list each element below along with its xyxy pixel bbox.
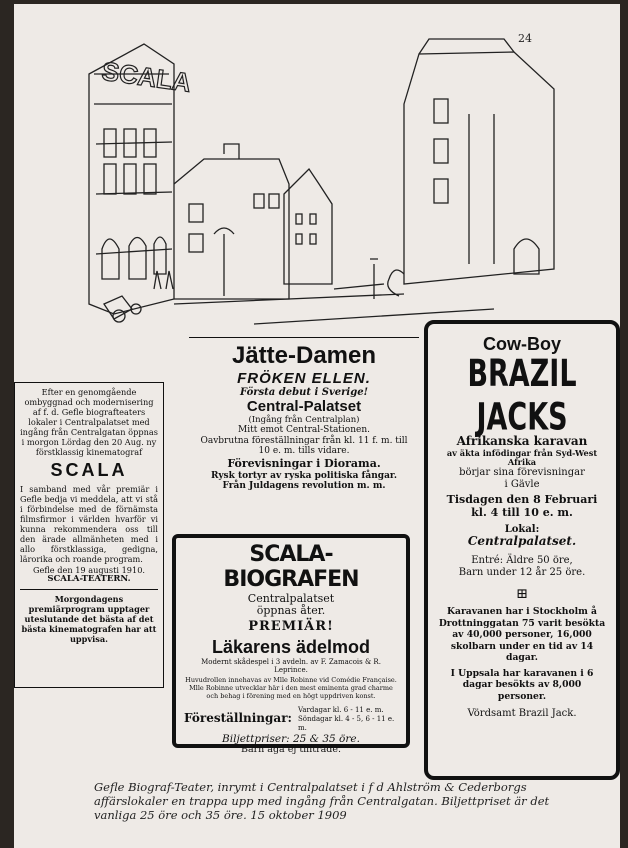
scala-bio-drama: Modernt skådespel i 3 avdeln. av F. Zamacois & R. Leprince. [201, 657, 381, 674]
cowboy-natives: av äkta infödingar från Syd-West Afrika [446, 447, 598, 467]
scala-note: Morgondagens premiärprogram upptager uteslutande det bästa af det bästa kinematografen har att uppvisa. [21, 593, 157, 644]
cowboy-closing: Vördsamt Brazil Jack. [467, 708, 577, 720]
scanned-page [14, 4, 620, 848]
scala-name: SCALA [50, 460, 128, 480]
jatte-damen-ad [189, 334, 419, 492]
scala-bio-premiere: PREMIÄR! [248, 618, 334, 634]
cowboy-top: Cow-Boy [483, 334, 561, 354]
brazil-jacks-ad [424, 320, 620, 780]
cowboy-stockholm: Karavanen har i Stockholm å Drottninggatan 75 varit besökta av 40,000 personer, 16,000 skolbarn under en tid av 14 dagar. [438, 606, 606, 664]
cowboy-city: i Gävle [504, 478, 540, 490]
jatte-title: Jätte-Damen [231, 342, 377, 369]
scala-intro: Efter en genomgående ombyggnad och modernisering af f. d. Gefle biografteaters lokaler i Centralpalatset med ingång från Centralgatan öppnas i morgon Lördag den 20 Aug. ny förstklassig kinematograf [20, 387, 158, 457]
scala-bio-prices: Biljettpriser: 25 & 35 öre. [222, 732, 360, 745]
scala-bio-title: SCALA-BIOGRAFEN [223, 542, 359, 593]
scala-announcement-ad [14, 382, 164, 688]
jatte-hours: Oavbrutna föreställningar från kl. 11 f. m. till 10 e. m. tills vidare. [200, 435, 408, 457]
page-number: 24 [518, 32, 532, 45]
scala-bio-shows-weekday: Vardagar kl. 6 - 11 e. m. [297, 705, 384, 714]
scala-bio-shows-label: Föreställningar: [184, 711, 292, 726]
jatte-torture: Rysk tortyr av ryska politiska fångar. [211, 471, 397, 482]
cowboy-lokal: Centralpalatset. [467, 534, 577, 549]
cowboy-uppsala: I Uppsala har karavanen i 6 dagar besökts av 8,000 personer. [450, 667, 594, 702]
cowboy-begins: börjar sina förevisningar [459, 467, 585, 479]
cowboy-entry: Entré: Äldre 50 öre, [471, 555, 573, 566]
scala-body: I samband med vår premiär i Gefle bedja vi meddela, att vi stå i förbindelse med de förnämsta filmsfirmor i världen hvarför vi kunna rekommendera oss till den ärade allmänheten med i allo förstklassiga, gedigna, lärorika och roande program. [20, 483, 158, 564]
jatte-entrance: (Ingång från Centralplan) [248, 414, 360, 425]
jatte-revolution: Från Juldagens revolution m. m. [222, 481, 386, 492]
scala-bio-film: Läkarens ädelmod [211, 636, 371, 657]
jatte-debut: Första debut i Sverige! [240, 386, 368, 398]
cowboy-title: BRAZIL JACKS [467, 352, 577, 440]
scala-bio-opens: öppnas åter. [256, 604, 326, 618]
jatte-venue: Central-Palatset [246, 398, 362, 416]
cowboy-lokal-label: Lokal: [504, 523, 540, 535]
scala-signature: SCALA-TEATERN. [47, 574, 131, 585]
street-sketch-illustration [74, 34, 574, 334]
scala-sign: SCALA [100, 55, 193, 98]
cowboy-time: kl. 4 till 10 e. m. [471, 506, 573, 520]
jatte-opposite: Mitt emot Central-Stationen. [238, 425, 370, 436]
page-caption: Gefle Biograf-Teater, inrymt i Centralpalatset i f d Ahlström & Cederborgs affärslokaler en trappa upp med ingång från Centralgatan. Biljettpriset är det vanliga 25 öre och 35 öre. 15 oktober 1909 [94, 780, 550, 822]
scala-bio-children: Barn äga ej tillträde. [240, 743, 342, 755]
cowboy-caravan: Afrikanska karavan [456, 433, 588, 448]
scala-bio-shows-sunday: Söndagar kl. 4 - 5, 6 - 11 e. m. [297, 714, 395, 732]
scala-bio-cast: Huvudrollen innehavas av Mlle Robinne vid Comédie Française. Mlle Robinne utvecklar här i den mest eminenta grad charme och behag i förening med en högt uppdriven konst. [185, 675, 397, 700]
jatte-demos: Förevisningar i Diorama. [227, 457, 381, 471]
ornament-icon: ⊞ [516, 586, 528, 602]
jatte-subtitle: FRÖKEN ELLEN. [237, 369, 371, 387]
scala-bio-venue: Centralpalatset [247, 591, 335, 605]
scala-biografen-ad [172, 534, 410, 755]
scala-date: Gefle den 19 augusti 1910. [32, 564, 146, 575]
cowboy-children: Barn under 12 år 25 öre. [458, 566, 586, 578]
cowboy-date: Tisdagen den 8 Februari [446, 493, 598, 507]
